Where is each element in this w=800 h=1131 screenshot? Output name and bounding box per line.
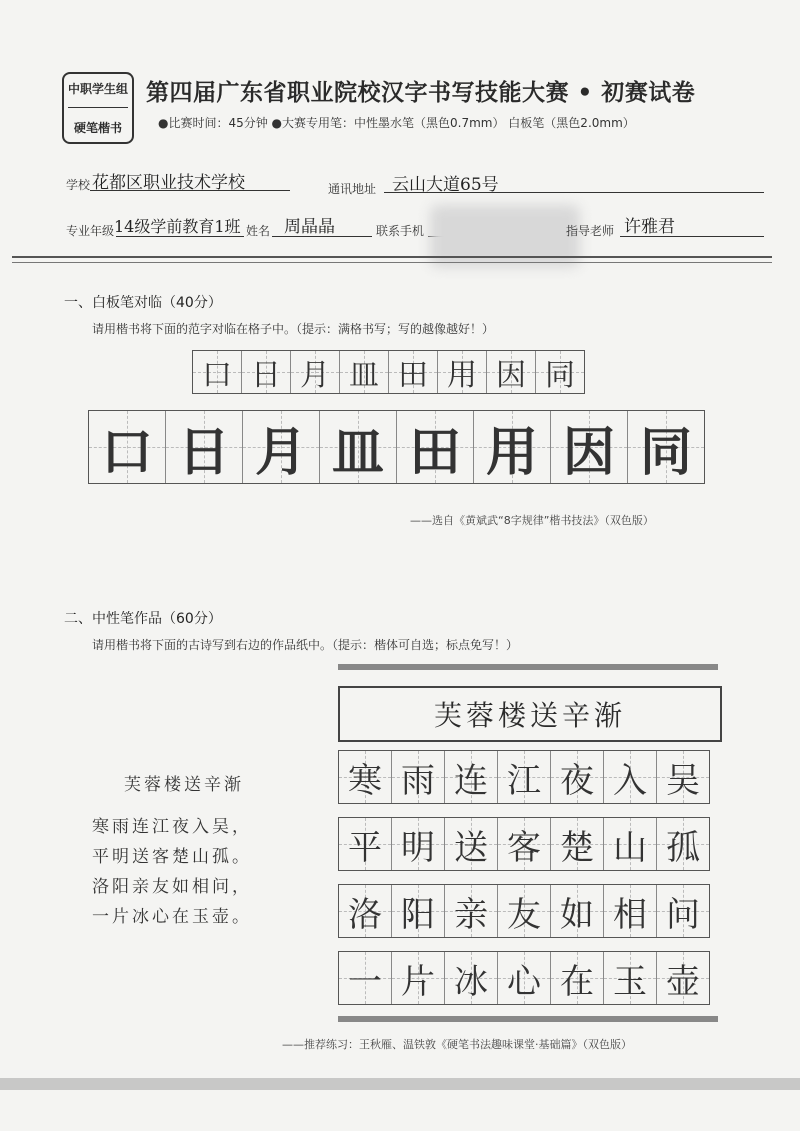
work-paper-row[interactable] (338, 750, 710, 804)
char: 用 (447, 358, 477, 393)
major-label: 专业年级 (66, 224, 115, 238)
char: 同 (639, 421, 692, 483)
char: 心 (507, 961, 541, 1002)
work-paper-cell (657, 751, 709, 803)
practice-cell (89, 411, 166, 483)
work-paper-cell (392, 751, 445, 803)
model-chars-row (192, 350, 585, 394)
work-paper-cell (551, 952, 604, 1004)
char: 田 (408, 421, 461, 483)
section1-title: 一、白板笔对临（40分） (64, 295, 222, 311)
work-paper-row[interactable] (338, 951, 710, 1005)
practice-cell (166, 411, 243, 483)
group-badge (62, 72, 134, 144)
char: 吴 (666, 760, 700, 801)
section2-source: ——推荐练习：王秋雁、温铁敦《硬笔书法趣味课堂·基础篇》（双色版） (282, 1038, 632, 1051)
model-cell (242, 351, 291, 393)
char: 皿 (331, 421, 384, 483)
practice-cell (320, 411, 397, 483)
work-paper-cell (604, 952, 657, 1004)
work-paper-cell (657, 885, 709, 937)
teacher-label: 指导老师 (566, 224, 615, 238)
poem-line: 洛阳亲友如相问， (92, 877, 252, 897)
work-paper-cell (392, 885, 445, 937)
work-paper-cell (604, 818, 657, 870)
char: 山 (613, 827, 647, 868)
model-cell (340, 351, 389, 393)
char: 用 (485, 421, 538, 483)
name-value: 周晶晶 (284, 217, 335, 237)
char: 田 (398, 358, 428, 393)
divider-top-thin (12, 262, 772, 263)
char: 因 (496, 358, 526, 393)
work-paper-cell (657, 952, 709, 1004)
char: 江 (507, 760, 541, 801)
char: 阳 (401, 894, 435, 935)
practice-cell (551, 411, 628, 483)
practice-grid[interactable] (88, 410, 705, 484)
section1-source: ——选自《黄斌武“8字规律”楷书技法》（双色版） (410, 514, 654, 527)
work-paper-cell (445, 751, 498, 803)
work-paper-cell (339, 952, 392, 1004)
char: 洛 (348, 894, 382, 935)
char: 冰 (454, 961, 488, 1002)
char: 在 (560, 961, 594, 1002)
char: 客 (507, 827, 541, 868)
char: 日 (251, 358, 281, 393)
char: 玉 (613, 961, 647, 1002)
section2-title: 二、中性笔作品（60分） (64, 611, 222, 627)
work-paper-cell (445, 952, 498, 1004)
page-subtitle: ●比赛时间：45分钟 ●大赛专用笔：中性墨水笔（黑色0.7mm） 白板笔（黑色2.0mm） (158, 116, 635, 130)
char: 平 (348, 827, 382, 868)
work-paper-cell (657, 818, 709, 870)
work-paper-cell (551, 751, 604, 803)
model-cell (438, 351, 487, 393)
model-cell (487, 351, 536, 393)
model-cell (291, 351, 340, 393)
practice-cell (628, 411, 704, 483)
major-value: 14级学前教育1班 (114, 217, 241, 236)
work-paper-cell (392, 952, 445, 1004)
address-label: 通讯地址 (328, 182, 377, 196)
char: 友 (507, 894, 541, 935)
char: 同 (545, 358, 575, 393)
char: 因 (562, 421, 615, 483)
char: 一 (348, 961, 382, 1002)
work-paper-cell (445, 885, 498, 937)
work-paper-cell (339, 818, 392, 870)
char: 送 (454, 827, 488, 868)
badge-bottom: 硬笔楷书 (73, 121, 122, 136)
work-paper-cell (498, 952, 551, 1004)
practice-cell (397, 411, 474, 483)
work-paper-top-border (338, 664, 718, 670)
char: 日 (177, 421, 230, 483)
work-paper-cell (339, 751, 392, 803)
work-paper-cell (339, 885, 392, 937)
practice-cell (474, 411, 551, 483)
divider-top (12, 256, 772, 258)
char: 孤 (666, 827, 700, 868)
school-value: 花都区职业技术学校 (92, 173, 245, 193)
model-cell (536, 351, 584, 393)
char: 相 (613, 894, 647, 935)
char: 口 (202, 358, 232, 393)
poem-line: 寒雨连江夜入吴， (92, 817, 252, 837)
work-paper-cell (445, 818, 498, 870)
char: 皿 (349, 358, 379, 393)
work-paper-row[interactable] (338, 817, 710, 871)
work-paper-bottom-border (338, 1016, 718, 1022)
work-paper-cell (604, 751, 657, 803)
bottom-band (0, 1078, 800, 1090)
section2-desc: 请用楷书将下面的古诗写到右边的作品纸中。（提示：楷体可自选；标点免写！） (92, 638, 519, 652)
address-value: 云山大道65号 (392, 175, 499, 195)
model-cell (389, 351, 438, 393)
work-paper-cell (498, 751, 551, 803)
char: 问 (666, 894, 700, 935)
practice-cell (243, 411, 320, 483)
work-paper-cell (551, 885, 604, 937)
char: 月 (254, 421, 307, 483)
section1-desc: 请用楷书将下面的范字对临在格子中。（提示：满格书写；写的越像越好！） (92, 322, 495, 336)
poem-print-title: 芙蓉楼送辛渐 (124, 775, 244, 795)
poem-line: 一片冰心在玉壶。 (92, 907, 252, 927)
poem-line: 平明送客楚山孤。 (92, 847, 252, 867)
school-label: 学校 (66, 178, 91, 192)
model-cell (193, 351, 242, 393)
char: 明 (401, 827, 435, 868)
char: 片 (401, 961, 435, 1002)
char: 夜 (560, 760, 594, 801)
work-paper-cell (551, 818, 604, 870)
char: 如 (560, 894, 594, 935)
char: 月 (300, 358, 330, 393)
phone-label: 联系手机 (376, 224, 425, 238)
char: 寒 (348, 760, 382, 801)
badge-top: 中职学生组 (67, 81, 128, 96)
work-paper-cell (498, 818, 551, 870)
work-paper-cell (392, 818, 445, 870)
teacher-value: 许雅君 (624, 217, 675, 237)
char: 楚 (560, 827, 594, 868)
char: 壶 (666, 961, 700, 1002)
name-label: 姓名 (246, 224, 271, 238)
char: 亲 (454, 894, 488, 935)
char: 口 (100, 421, 153, 483)
work-paper-title: 芙蓉楼送辛渐 (338, 686, 722, 742)
char: 入 (613, 760, 647, 801)
page-title: 第四届广东省职业院校汉字书写技能大赛 • 初赛试卷 (146, 80, 696, 106)
char: 雨 (401, 760, 435, 801)
work-paper-row[interactable] (338, 884, 710, 938)
work-paper-cell (498, 885, 551, 937)
char: 连 (454, 760, 488, 801)
work-paper-cell (604, 885, 657, 937)
